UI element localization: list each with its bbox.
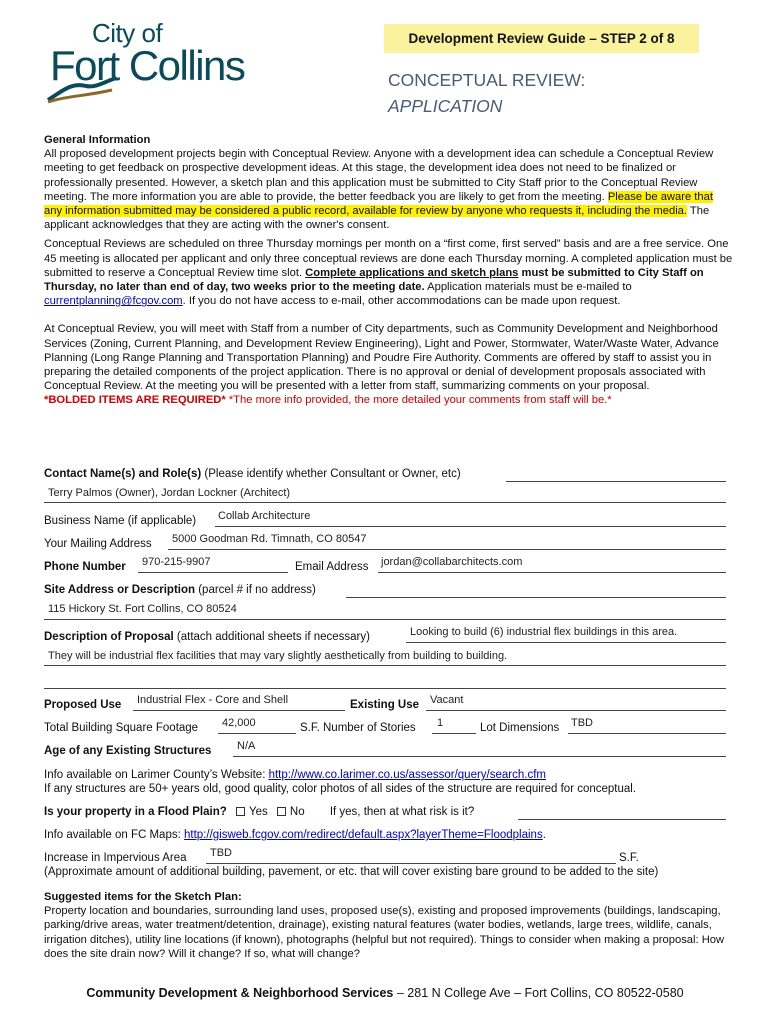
stories-field[interactable]: 1 xyxy=(437,717,444,729)
mountain-logo-icon xyxy=(46,52,126,107)
flood-no-checkbox[interactable] xyxy=(277,807,286,816)
general-paragraph-1: All proposed development projects begin with Conceptual Review. Anyone with a development idea can schedule a Conceptual Review meeting to get feedback on prospective development ideas. At this stage, the development idea does not need to be finalized or professionally presented. However, a sketch plan and this application must be submitted to City Staff prior to the Conceptual Review meeting. The more information you are able to provide, the better feedback you are likely to get from the meeting. Please be aware that any information submitted may be considered a public record, available for review by anyone who requests it, including the media. The applicant acknowledges that they are acting with the owner's consent. xyxy=(44,148,714,232)
sketch-heading: Suggested items for the Sketch Plan: xyxy=(44,891,242,903)
description-field[interactable]: Looking to build (6) industrial flex buildings in this area. xyxy=(410,626,678,638)
stories-label: S.F. Number of Stories xyxy=(300,722,416,734)
sketch-section xyxy=(44,890,734,961)
lot-dimensions-label: Lot Dimensions xyxy=(480,722,560,734)
phone-label: Phone Number xyxy=(44,561,126,573)
flood-yes-checkbox[interactable] xyxy=(236,807,245,816)
square-footage-label: Total Building Square Footage xyxy=(44,722,199,734)
description-label: Description of Proposal (attach additional sheets if necessary) xyxy=(44,631,370,643)
general-section xyxy=(44,133,734,408)
mailing-label: Your Mailing Address xyxy=(44,538,152,550)
impervious-unit: S.F. xyxy=(619,852,639,864)
existing-use-label: Existing Use xyxy=(350,699,420,711)
sketch-body: Property location and boundaries, surrounding land uses, proposed use(s), existing and proposed improvements (buildings, landscaping, parking/drive areas, water treatment/detention, drainage), existing natural features (water bodies, wetlands, large trees, wildlife, canals, irrigation ditches), utility line locations (if known), photographs (helpful but not required). Things to consider when making a proposal: How does the site drain now? Will it change? If so, what will change? xyxy=(44,905,725,960)
flood-risk-label: If yes, then at what risk is it? xyxy=(329,806,475,818)
contact-field[interactable]: Terry Palmos (Owner), Jordan Lockner (Architect) xyxy=(48,487,291,499)
business-label: Business Name (if applicable) xyxy=(44,515,197,527)
page-subtitle: APPLICATION xyxy=(388,96,503,116)
square-footage-field[interactable]: 42,000 xyxy=(222,717,256,729)
impervious-note: (Approximate amount of additional building, pavement, or etc. that will cover existing bare ground to be added to the site) xyxy=(44,866,659,878)
fc-maps-link[interactable]: http://gisweb.fcgov.com/redirect/default.aspx?layerTheme=Floodplains xyxy=(184,829,543,841)
logo-city-of: City of xyxy=(92,18,163,48)
page-title: CONCEPTUAL REVIEW: xyxy=(388,70,586,90)
impervious-label: Increase in Impervious Area xyxy=(44,852,187,864)
public-record-notice: Please be aware that any information submitted may be considered a public record, available for review by anyone who requests it, including the media. xyxy=(44,190,713,218)
larimer-info: Info available on Larimer County’s Website: http://www.co.larimer.co.us/assessor/query/search.cfm xyxy=(44,769,546,781)
proposed-use-label: Proposed Use xyxy=(44,699,122,711)
general-heading: General Information xyxy=(44,134,151,146)
impervious-field[interactable]: TBD xyxy=(210,847,232,859)
proposed-use-field[interactable]: Industrial Flex - Core and Shell xyxy=(137,694,289,706)
mailing-field[interactable]: 5000 Goodman Rd. Timnath, CO 80547 xyxy=(172,533,367,545)
lot-dimensions-field[interactable]: TBD xyxy=(571,717,593,729)
footer: Community Development & Neighborhood Services – 281 N College Ave – Fort Collins, CO 80522-0580 xyxy=(86,986,684,1000)
required-notice: *BOLDED ITEMS ARE REQUIRED* *The more info provided, the more detailed your comments from staff will be.* xyxy=(44,394,612,407)
step-banner: Development Review Guide – STEP 2 of 8 xyxy=(384,24,699,53)
description-field-line-2[interactable]: They will be industrial flex facilities that may vary slightly aesthetically from building to building. xyxy=(48,650,508,662)
phone-field[interactable]: 970-215-9907 xyxy=(142,556,211,568)
site-label: Site Address or Description (parcel # if no address) xyxy=(44,584,316,596)
existing-use-field[interactable]: Vacant xyxy=(430,694,464,706)
fc-maps-info: Info available on FC Maps: http://gisweb.fcgov.com/redirect/default.aspx?layerTheme=Floodplains. xyxy=(44,829,546,841)
business-field[interactable]: Collab Architecture xyxy=(218,510,311,522)
general-paragraph-2: Conceptual Reviews are scheduled on three Thursday mornings per month on a “first come, first served” basis and are a free service. One 45 meeting is allocated per applicant and only three conceptual reviews are done each Thursday morning. A completed application must be submitted to reserve a Conceptual Review time slot. Complete applications and sketch plans must be submitted to City Staff on Thursday, no later than end of day, two weeks prior to the meeting date. Application materials must be e-mailed to currentplanning@fcgov.com. If you do not have access to e-mail, other accommodations can be made upon request. xyxy=(44,238,733,308)
structure-age-field[interactable]: N/A xyxy=(237,740,256,752)
flood-plain-label: Is your property in a Flood Plain? xyxy=(44,806,227,818)
email-label: Email Address xyxy=(295,561,369,573)
general-paragraph-3: At Conceptual Review, you will meet with Staff from a number of City departments, such as Community Development and Neighborhood Services (Zoning, Current Planning, and Development Review Engineering), Light and Power, Stormwater, Water/Waste Water, Advance Planning (Long Range Planning and Transportation Planning) and Poudre Fire Authority. Comments are offered by staff to assist you in preparing the detailed components of the project application. There is no approval or denial of development proposals associated with Conceptual Review. At the meeting you will be presented with a letter from staff, summarizing comments on your proposal. xyxy=(44,323,719,393)
larimer-link[interactable]: http://www.co.larimer.co.us/assessor/query/search.cfm xyxy=(268,769,546,781)
photo-requirement: If any structures are 50+ years old, good quality, color photos of all sides of the structure are required for conceptual. xyxy=(44,783,637,795)
contact-label: Contact Name(s) and Role(s) (Please identify whether Consultant or Owner, etc) xyxy=(44,468,461,480)
flood-plain-row: Is your property in a Flood Plain? Yes No If yes, then at what risk is it? xyxy=(44,806,475,818)
logo-fort-collins: Fort Collins xyxy=(50,42,245,89)
structure-age-label: Age of any Existing Structures xyxy=(44,745,212,757)
email-field[interactable]: jordan@collabarchitects.com xyxy=(381,556,523,568)
site-field[interactable]: 115 Hickory St. Fort Collins, CO 80524 xyxy=(48,603,237,615)
email-link[interactable]: currentplanning@fcgov.com xyxy=(44,295,183,308)
